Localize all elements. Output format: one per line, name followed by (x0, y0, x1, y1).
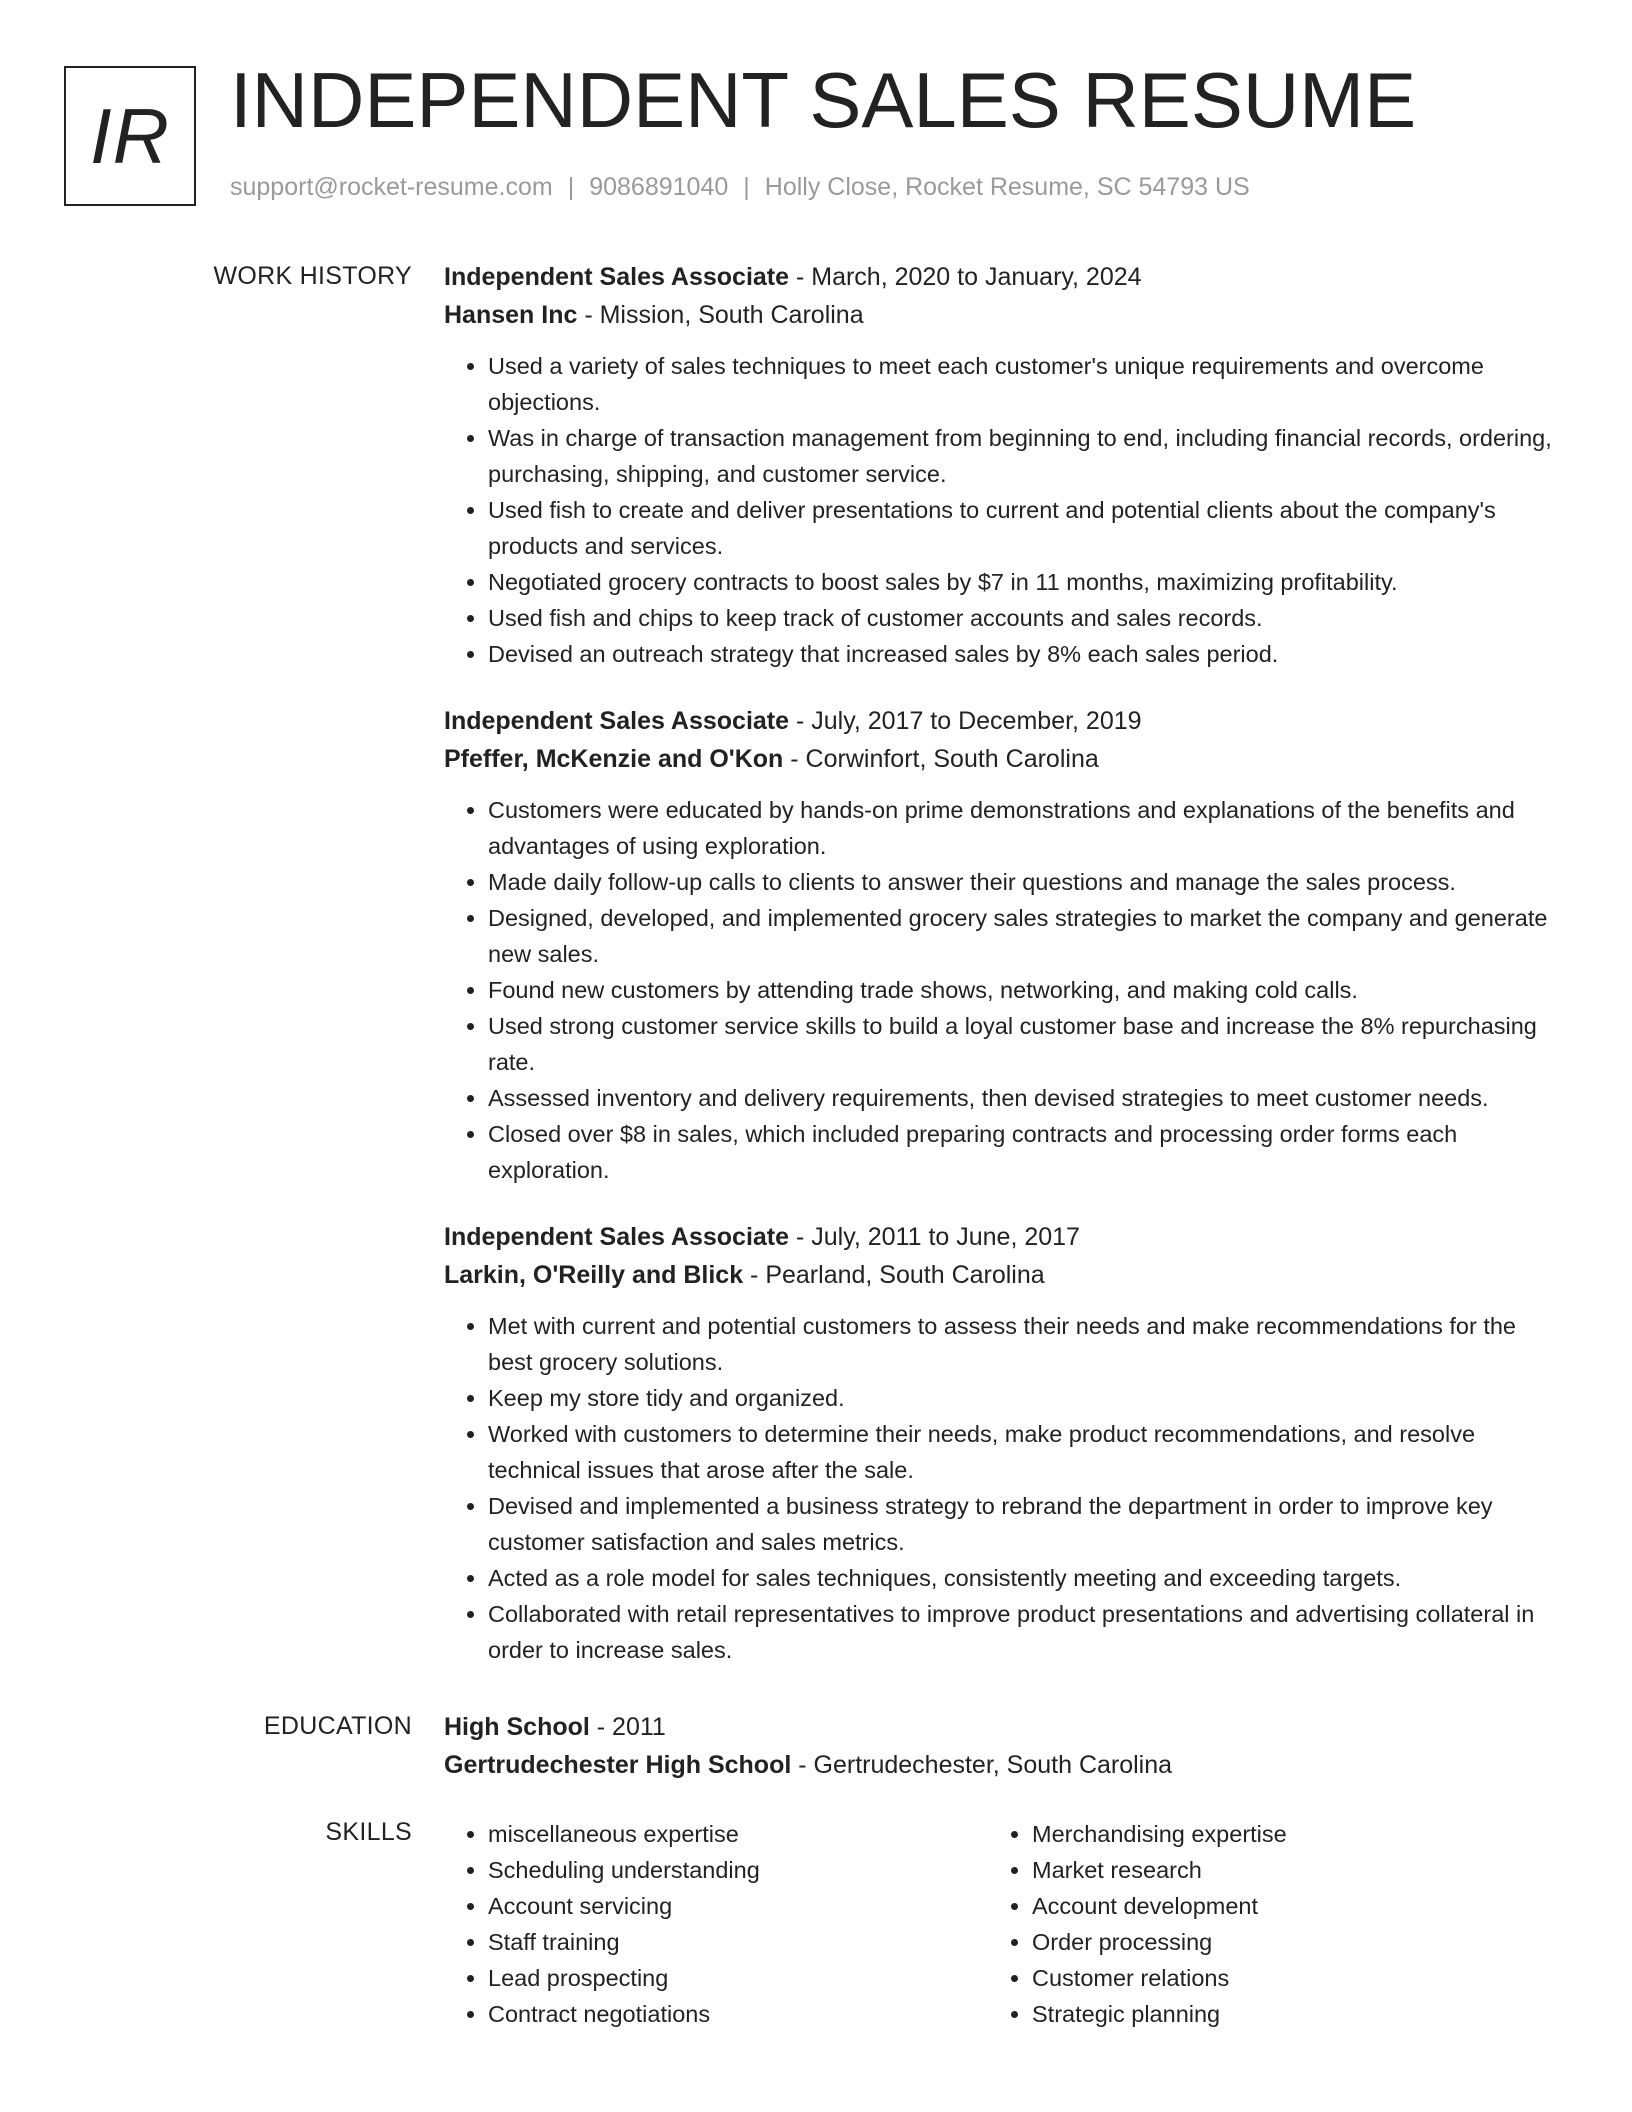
skill-item: • Order processing (1032, 1924, 1532, 1960)
skill-item: • miscellaneous expertise (488, 1816, 988, 1852)
job-company-line (444, 296, 1564, 334)
skill-item: • Contract negotiations (488, 1996, 988, 2032)
work-history-label: WORK HISTORY (213, 262, 412, 290)
job-bullet: • Assessed inventory and delivery requirements, then devised strategies to meet customer needs. (488, 1080, 1564, 1116)
contact-phone: 9086891040 (589, 173, 729, 201)
monogram-box (64, 66, 196, 206)
job-bullet: • Found new customers by attending trade shows, networking, and making cold calls. (488, 972, 1564, 1008)
job-entry (444, 1218, 1564, 1668)
job-bullet: • Devised an outreach strategy that increased sales by 8% each sales period. (488, 636, 1564, 672)
resume-title: INDEPENDENT SALES RESUME (230, 56, 1417, 144)
job-title-line (444, 702, 1564, 740)
job-bullet: • Used a variety of sales techniques to meet each customer's unique requirements and overcome objections. (488, 348, 1564, 420)
job-bullet: • Made daily follow-up calls to clients to answer their questions and manage the sales process. (488, 864, 1564, 900)
job-company: Hansen Inc (444, 301, 578, 329)
skill-item: • Market research (1032, 1852, 1532, 1888)
contact-address: Holly Close, Rocket Resume, SC 54793 US (764, 173, 1250, 201)
work-history-content (444, 258, 1564, 1698)
education-location: - Gertrudechester, South Carolina (791, 1751, 1173, 1779)
job-dates: - March, 2020 to January, 2024 (789, 263, 1142, 291)
skills-right-column (988, 1816, 1532, 2032)
skill-item: • Lead prospecting (488, 1960, 988, 1996)
job-location: - Corwinfort, South Carolina (783, 745, 1099, 773)
education-content (444, 1708, 1564, 1784)
job-company-line (444, 1256, 1564, 1294)
skill-item: • Strategic planning (1032, 1996, 1532, 2032)
job-bullet: • Keep my store tidy and organized. (488, 1380, 1564, 1416)
education-school-line (444, 1746, 1564, 1784)
education-degree-line (444, 1708, 1564, 1746)
job-entry (444, 702, 1564, 1188)
job-title: Independent Sales Associate (444, 1223, 790, 1251)
job-location: - Pearland, South Carolina (743, 1261, 1045, 1289)
skills-left-column (444, 1816, 988, 2032)
job-bullet: • Closed over $8 in sales, which included preparing contracts and processing order forms each exploration. (488, 1116, 1564, 1188)
job-bullet: • Was in charge of transaction management from beginning to end, including financial records, ordering, purchasing, shipping, and customer service. (488, 420, 1564, 492)
job-company: Larkin, O'Reilly and Blick (444, 1261, 744, 1289)
skill-item: • Scheduling understanding (488, 1852, 988, 1888)
contact-line (230, 173, 1250, 202)
skills-content (444, 1816, 1564, 2032)
job-location: - Mission, South Carolina (577, 301, 864, 329)
job-title: Independent Sales Associate (444, 707, 790, 735)
contact-email: support@rocket-resume.com (230, 173, 553, 201)
job-bullet: • Collaborated with retail representatives to improve product presentations and advertising collateral in order to increase sales. (488, 1596, 1564, 1668)
job-title: Independent Sales Associate (444, 263, 790, 291)
job-bullet: • Used strong customer service skills to build a loyal customer base and increase the 8% repurchasing rate. (488, 1008, 1564, 1080)
monogram-text: IR (90, 91, 170, 180)
education-school: Gertrudechester High School (444, 1751, 792, 1779)
education-degree: High School (444, 1713, 590, 1741)
job-dates: - July, 2011 to June, 2017 (789, 1223, 1080, 1251)
job-bullet: • Customers were educated by hands-on prime demonstrations and explanations of the benefits and advantages of using exploration. (488, 792, 1564, 864)
job-title-line (444, 1218, 1564, 1256)
skill-item: • Account servicing (488, 1888, 988, 1924)
job-dates: - July, 2017 to December, 2019 (789, 707, 1142, 735)
job-bullet: • Worked with customers to determine their needs, make product recommendations, and resolve technical issues that arose after the sale. (488, 1416, 1564, 1488)
job-bullets (444, 792, 1564, 1188)
education-year: - 2011 (589, 1713, 666, 1741)
skill-item: • Account development (1032, 1888, 1532, 1924)
education-label: EDUCATION (263, 1712, 412, 1740)
job-entry (444, 258, 1564, 672)
skills-columns (444, 1816, 1564, 2032)
skill-item: • Customer relations (1032, 1960, 1532, 1996)
job-bullets (444, 1308, 1564, 1668)
job-bullet: • Used fish to create and deliver presentations to current and potential clients about the company's products and services. (488, 492, 1564, 564)
skills-label: SKILLS (325, 1818, 412, 1846)
job-bullet: • Devised and implemented a business strategy to rebrand the department in order to improve key customer satisfaction and sales metrics. (488, 1488, 1564, 1560)
job-company: Pfeffer, McKenzie and O'Kon (444, 745, 784, 773)
job-bullet: • Designed, developed, and implemented grocery sales strategies to market the company and generate new sales. (488, 900, 1564, 972)
job-bullet: • Acted as a role model for sales techniques, consistently meeting and exceeding targets. (488, 1560, 1564, 1596)
job-bullet: • Used fish and chips to keep track of customer accounts and sales records. (488, 600, 1564, 636)
job-title-line (444, 258, 1564, 296)
skill-item: • Staff training (488, 1924, 988, 1960)
job-company-line (444, 740, 1564, 778)
job-bullets (444, 348, 1564, 672)
job-bullet: • Negotiated grocery contracts to boost sales by $7 in 11 months, maximizing profitability. (488, 564, 1564, 600)
contact-separator: | (567, 173, 575, 201)
contact-separator: | (743, 173, 750, 201)
job-bullet: • Met with current and potential customers to assess their needs and make recommendations for the best grocery solutions. (488, 1308, 1564, 1380)
skill-item: • Merchandising expertise (1032, 1816, 1532, 1852)
